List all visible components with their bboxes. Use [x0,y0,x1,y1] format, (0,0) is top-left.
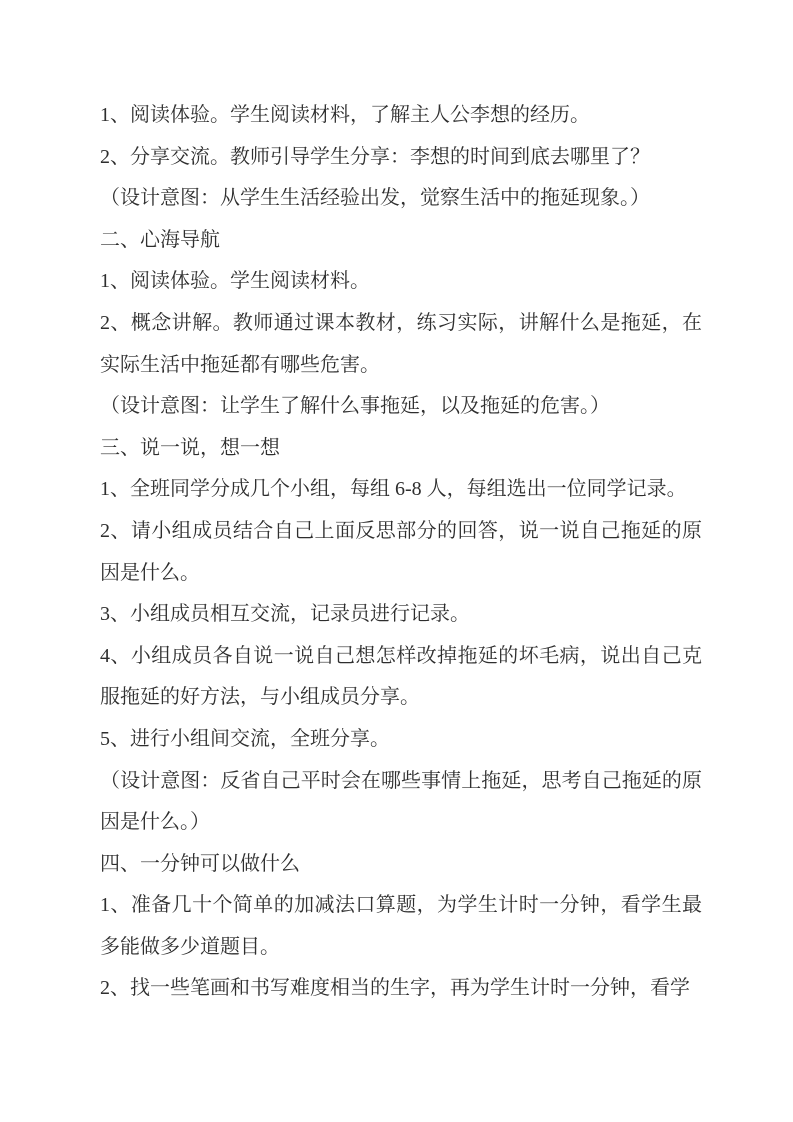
design-intent-note: （设计意图：从学生生活经验出发，觉察生活中的拖延现象。） [100,187,650,210]
design-intent-note: （设计意图：反省自己平时会在哪些事情上拖延，思考自己拖延的原因是什么。） [100,769,702,834]
section-heading: 三、说一说，想一想 [100,436,280,459]
paragraph-step: 1、阅读体验。学生阅读材料，了解主人公李想的经历。 [100,104,590,126]
paragraph-step: 3、小组成员相互交流，记录员进行记录。 [100,603,470,626]
paragraph-step: 1、全班同学分成几个小组，每组 6-8 人，每组选出一位同学记录。 [100,478,687,501]
paragraph-step: 1、阅读体验。学生阅读材料。 [100,270,370,293]
paragraph-step: 2、分享交流。教师引导学生分享：李想的时间到底去哪里了？ [100,145,650,168]
document-text-block [100,95,702,1010]
paragraph-step: 2、概念讲解。教师通过课本教材，练习实际，讲解什么是拖延，在实际生活中拖延都有哪些危害。 [100,311,702,376]
section-heading: 四、一分钟可以做什么 [100,852,300,875]
paragraph-step: 2、请小组成员结合自己上面反思部分的回答，说一说自己拖延的原因是什么。 [100,519,702,584]
paragraph-step: 1、准备几十个简单的加减法口算题，为学生计时一分钟，看学生最多能做多少道题目。 [100,894,702,958]
design-intent-note: （设计意图：让学生了解什么事拖延，以及拖延的危害。） [100,395,610,418]
paragraph-step: 4、小组成员各自说一说自己想怎样改掉拖延的坏毛病，说出自己克服拖延的好方法，与小组成员分享。 [100,644,702,709]
paragraph-step: 5、进行小组间交流，全班分享。 [100,727,390,750]
paragraph-step-truncated: 2、找一些笔画和书写难度相当的生字，再为学生计时一分钟，看学 [100,977,690,1000]
section-heading: 二、心海导航 [100,228,220,251]
